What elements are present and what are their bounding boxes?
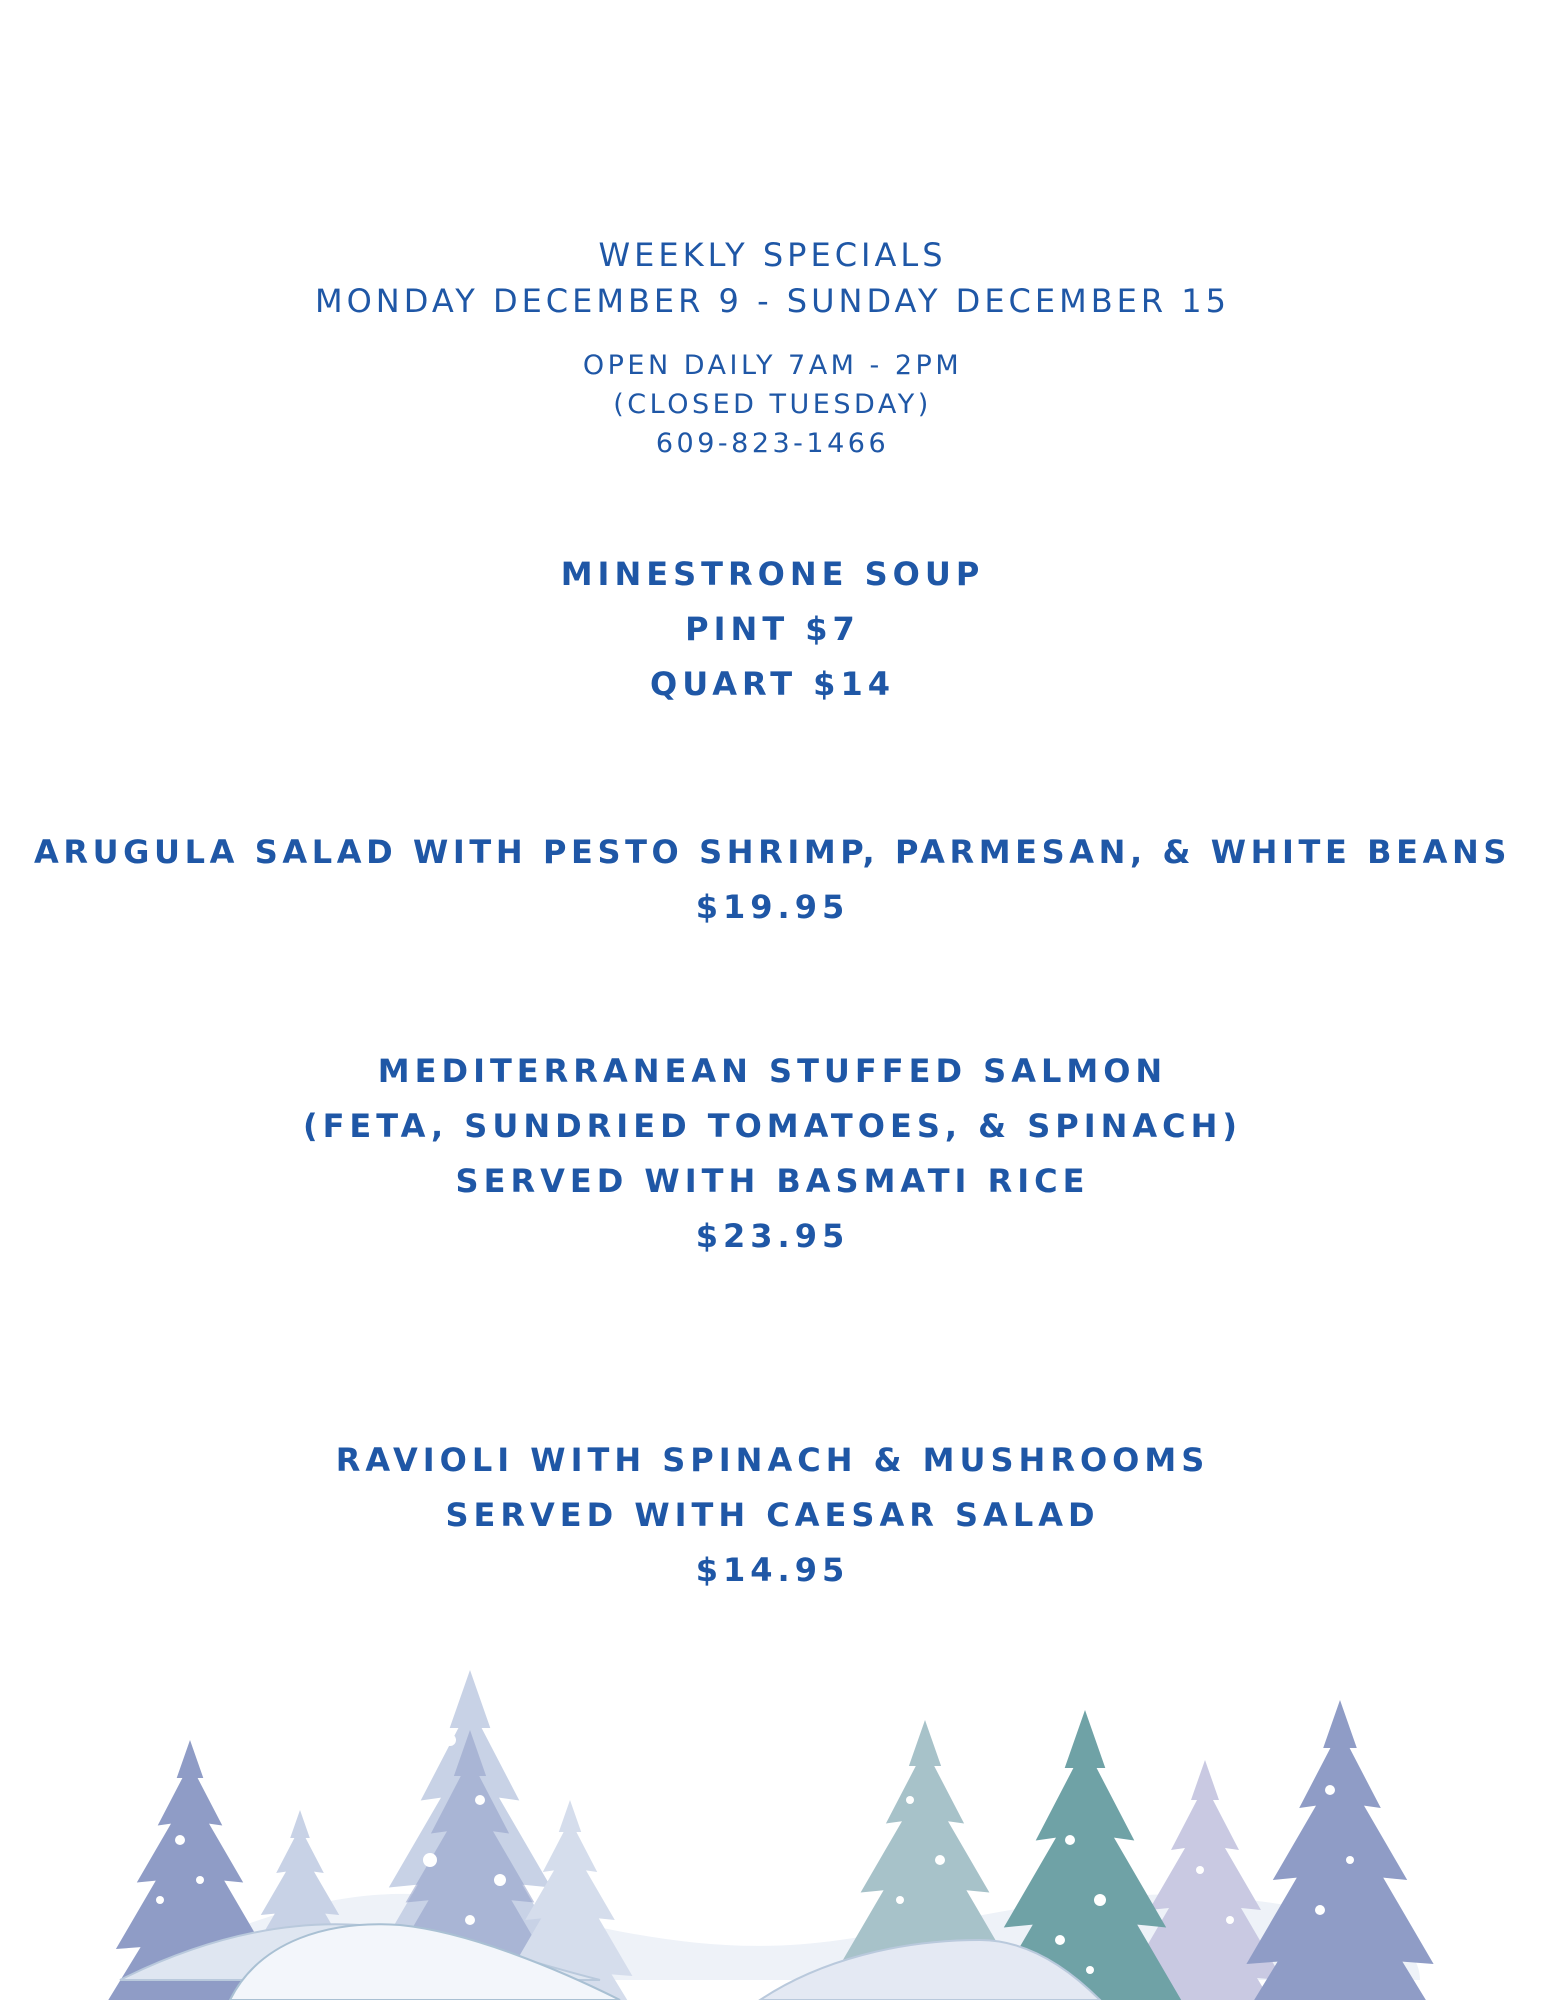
- weekly-specials-heading: WEEKLY SPECIALS: [598, 236, 947, 274]
- special-salmon-ingredients: (FETA, SUNDRIED TOMATOES, & SPINACH): [302, 1107, 1243, 1145]
- phone-number: 609-823-1466: [655, 428, 890, 459]
- special-ravioli-price: $14.95: [695, 1551, 850, 1589]
- special-soup-quart-price: QUART $14: [650, 665, 895, 703]
- special-salmon-name: MEDITERRANEAN STUFFED SALMON: [377, 1052, 1168, 1090]
- special-ravioli-side: SERVED WITH CAESAR SALAD: [445, 1496, 1100, 1534]
- opening-hours: OPEN DAILY 7AM - 2PM: [582, 350, 963, 381]
- special-salad-price: $19.95: [695, 888, 850, 926]
- date-range: MONDAY DECEMBER 9 - SUNDAY DECEMBER 15: [315, 282, 1230, 320]
- winter-trees-illustration: [0, 1540, 1545, 2000]
- closed-day-note: (CLOSED TUESDAY): [613, 389, 932, 420]
- special-soup-name: MINESTRONE SOUP: [560, 555, 985, 593]
- special-salad-name: ARUGULA SALAD WITH PESTO SHRIMP, PARMESAN, & WHITE BEANS: [33, 833, 1511, 871]
- special-salmon-side: SERVED WITH BASMATI RICE: [455, 1162, 1090, 1200]
- special-soup-pint-price: PINT $7: [685, 610, 860, 648]
- special-salmon-price: $23.95: [695, 1217, 850, 1255]
- hannah-gs-logo: [490, 22, 1030, 222]
- special-ravioli-name: RAVIOLI WITH SPINACH & MUSHROOMS: [335, 1441, 1210, 1479]
